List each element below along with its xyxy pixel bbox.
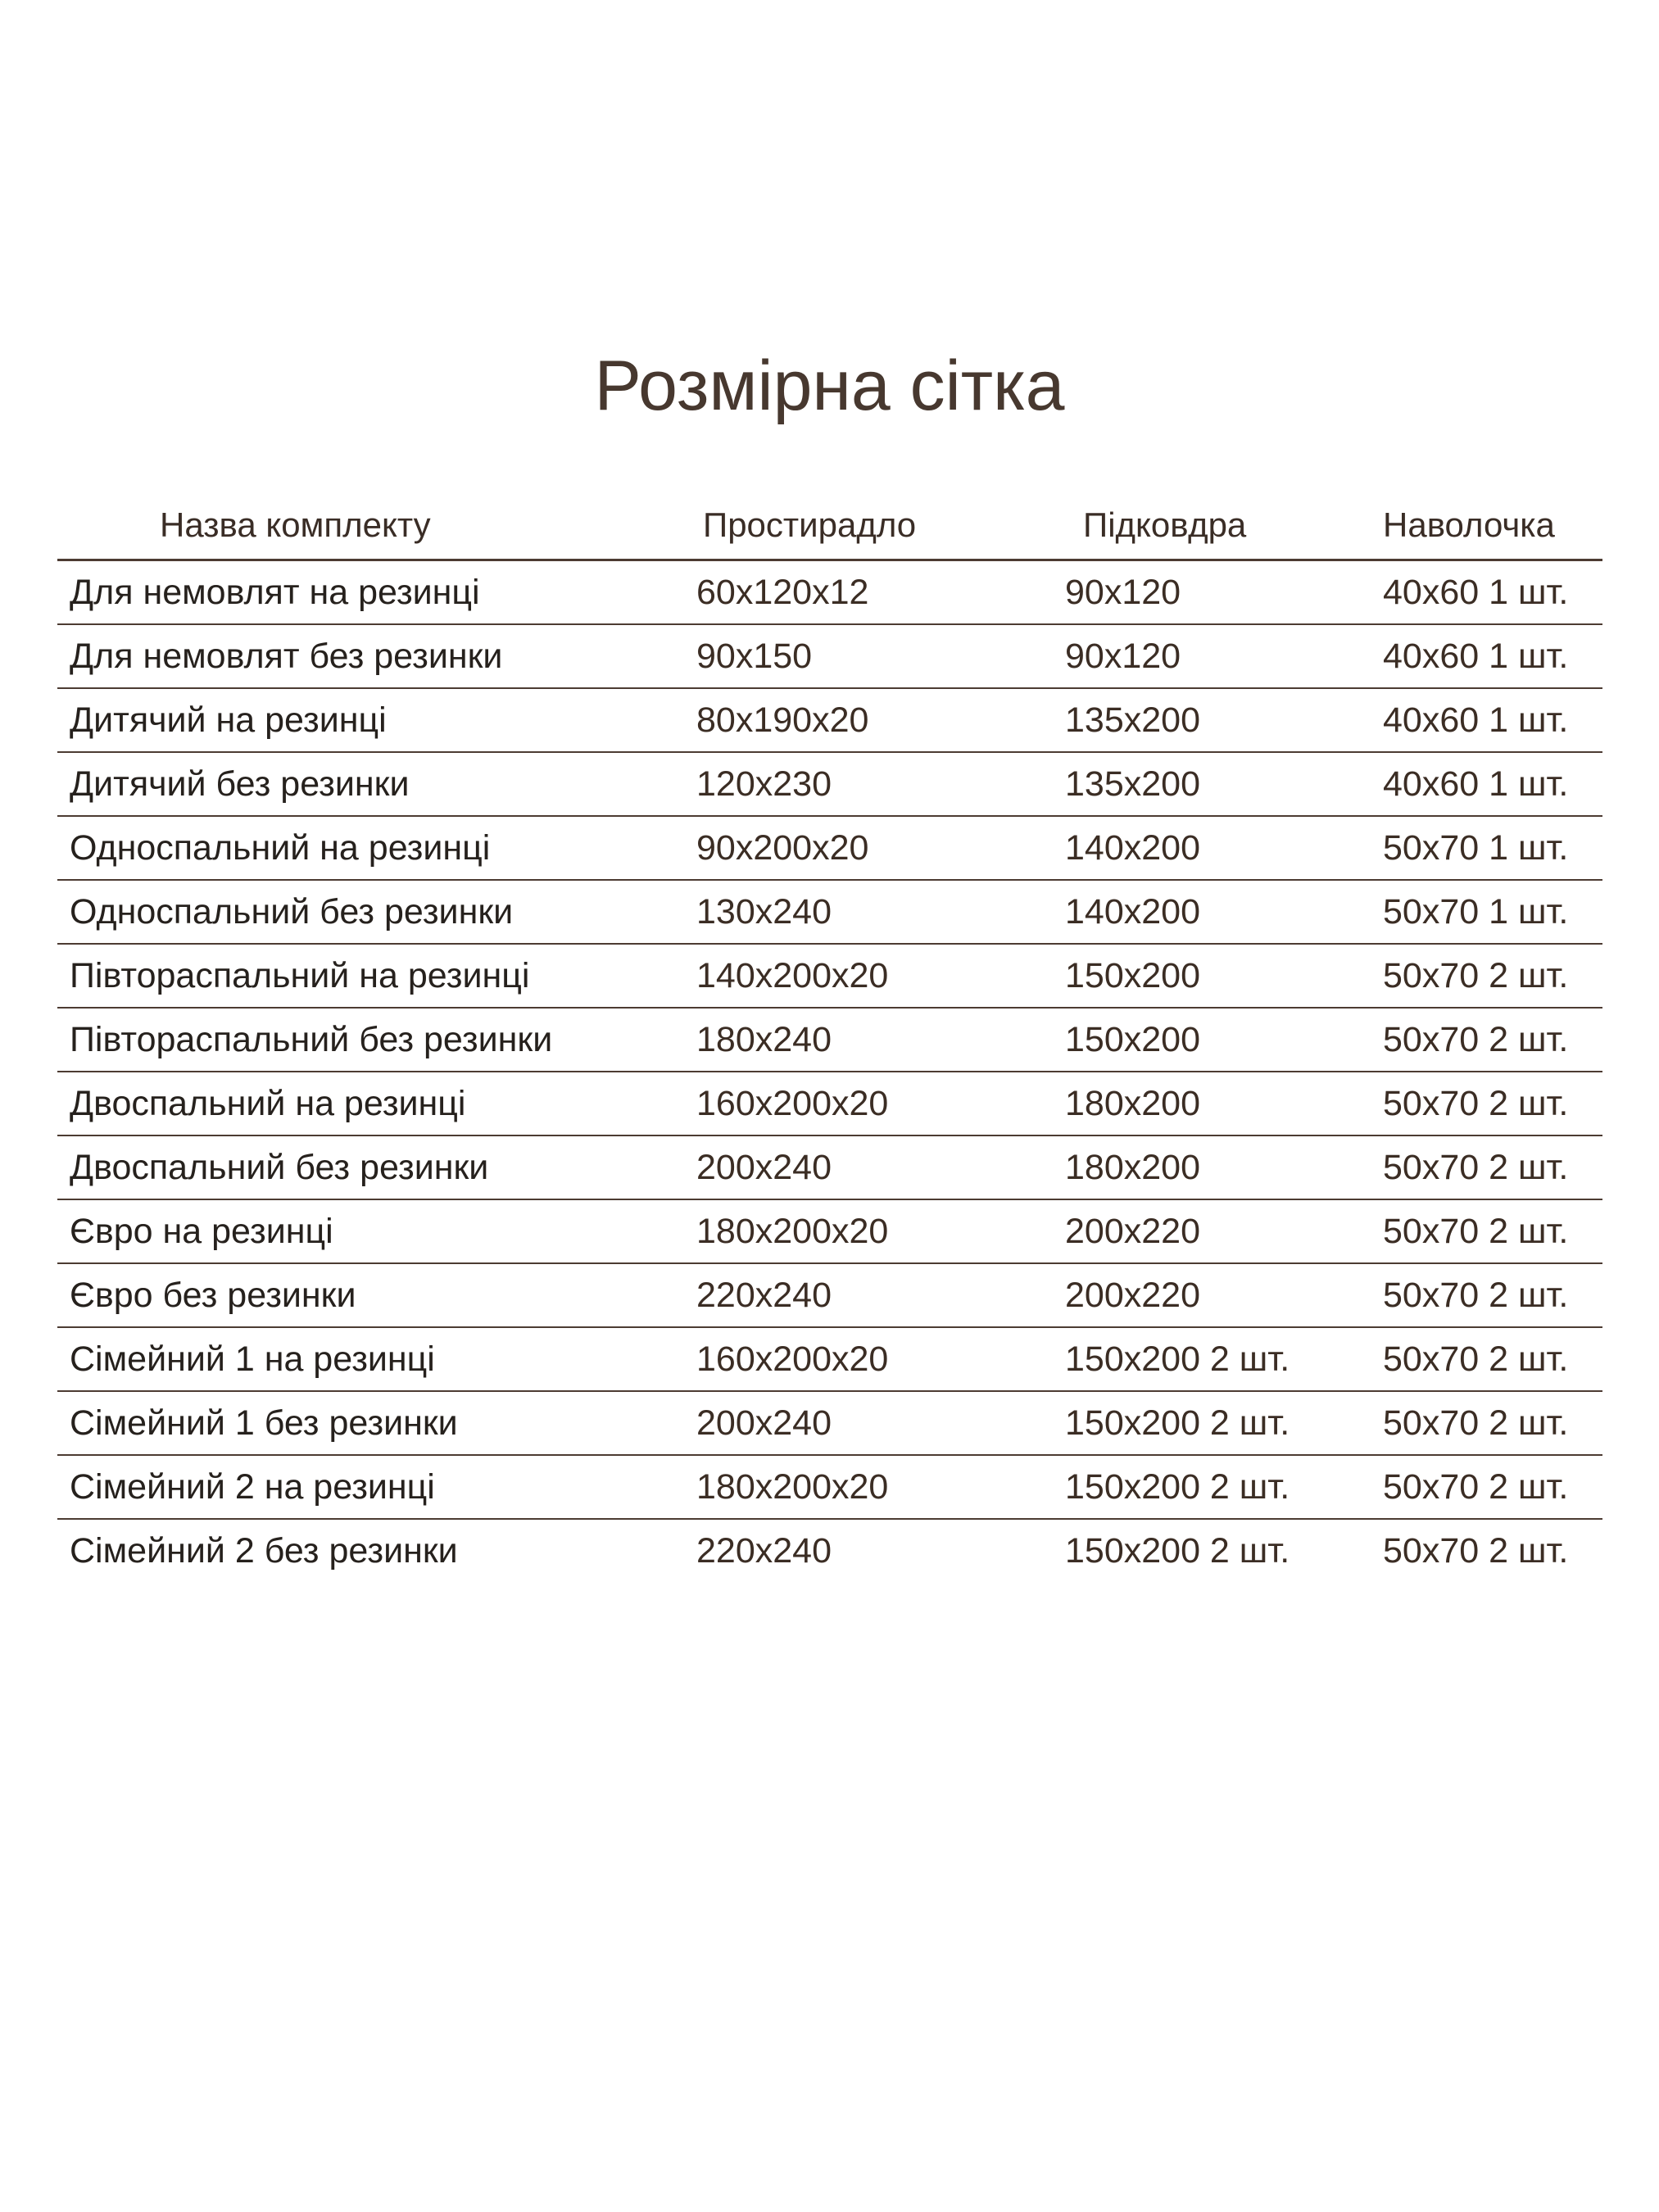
table-row (57, 1328, 1602, 1392)
cell-pillowcase: 50х70 2 шт. (1383, 1530, 1569, 1571)
cell-sheet: 130х240 (696, 891, 832, 931)
table-row (57, 881, 1602, 945)
cell-duvet-cover: 140х200 (1065, 891, 1200, 931)
table-row (57, 625, 1602, 689)
cell-duvet-cover: 150х200 2 шт. (1065, 1530, 1290, 1571)
cell-pillowcase: 50х70 2 шт. (1383, 1339, 1569, 1379)
cell-set-name: Сімейний 2 на резинці (70, 1466, 435, 1507)
cell-set-name: Односпальний без резинки (70, 891, 514, 931)
cell-set-name: Сімейний 2 без резинки (70, 1530, 458, 1571)
cell-set-name: Для немовлят без резинки (70, 636, 503, 676)
cell-pillowcase: 50х70 2 шт. (1383, 955, 1569, 995)
table-row (57, 1009, 1602, 1072)
cell-pillowcase: 50х70 2 шт. (1383, 1019, 1569, 1059)
cell-sheet: 90х150 (696, 636, 813, 676)
cell-pillowcase: 50х70 2 шт. (1383, 1083, 1569, 1123)
cell-sheet: 160х200х20 (696, 1083, 889, 1123)
table-row (57, 1456, 1602, 1520)
cell-pillowcase: 40х60 1 шт. (1383, 764, 1569, 804)
cell-set-name: Дитячий на резинці (70, 700, 387, 740)
cell-set-name: Сімейний 1 на резинці (70, 1339, 435, 1379)
table-body (57, 561, 1602, 1582)
cell-pillowcase: 50х70 2 шт. (1383, 1275, 1569, 1315)
table-row (57, 1136, 1602, 1200)
header-set-name: Назва комплекту (160, 505, 431, 544)
cell-pillowcase: 50х70 2 шт. (1383, 1403, 1569, 1443)
cell-set-name: Сімейний 1 без резинки (70, 1403, 458, 1443)
header-row (57, 492, 1602, 561)
cell-duvet-cover: 180х200 (1065, 1083, 1200, 1123)
table-row (57, 1264, 1602, 1328)
cell-set-name: Двоспальний без резинки (70, 1147, 489, 1187)
cell-pillowcase: 50х70 2 шт. (1383, 1466, 1569, 1507)
cell-sheet: 60х120х12 (696, 572, 869, 612)
page-title: Розмірна сітка (594, 347, 1065, 425)
cell-duvet-cover: 135х200 (1065, 700, 1200, 740)
table-row (57, 1072, 1602, 1136)
cell-pillowcase: 40х60 1 шт. (1383, 572, 1569, 612)
cell-duvet-cover: 200х220 (1065, 1275, 1200, 1315)
cell-sheet: 200х240 (696, 1403, 832, 1443)
cell-pillowcase: 40х60 1 шт. (1383, 636, 1569, 676)
cell-set-name: Для немовлят на резинці (70, 572, 480, 612)
cell-duvet-cover: 150х200 2 шт. (1065, 1339, 1290, 1379)
cell-sheet: 180х200х20 (696, 1211, 889, 1251)
cell-duvet-cover: 140х200 (1065, 827, 1200, 868)
cell-duvet-cover: 90х120 (1065, 572, 1181, 612)
cell-set-name: Дитячий без резинки (70, 764, 410, 804)
cell-sheet: 80х190х20 (696, 700, 869, 740)
cell-sheet: 90х200х20 (696, 827, 869, 868)
cell-pillowcase: 50х70 2 шт. (1383, 1211, 1569, 1251)
header-pillowcase: Наволочка (1383, 505, 1555, 544)
table-row (57, 689, 1602, 753)
cell-set-name: Півтораспальний без резинки (70, 1019, 553, 1059)
header-duvet-cover: Підковдра (1083, 505, 1247, 544)
table-row (57, 1520, 1602, 1582)
table-row (57, 945, 1602, 1009)
cell-set-name: Односпальний на резинці (70, 827, 491, 868)
cell-pillowcase: 40х60 1 шт. (1383, 700, 1569, 740)
cell-duvet-cover: 180х200 (1065, 1147, 1200, 1187)
table-row (57, 1200, 1602, 1264)
cell-duvet-cover: 150х200 (1065, 955, 1200, 995)
cell-pillowcase: 50х70 1 шт. (1383, 891, 1569, 931)
cell-sheet: 120х230 (696, 764, 832, 804)
cell-sheet: 220х240 (696, 1275, 832, 1315)
size-table (57, 492, 1602, 1582)
cell-duvet-cover: 90х120 (1065, 636, 1181, 676)
cell-sheet: 140х200х20 (696, 955, 889, 995)
cell-duvet-cover: 150х200 2 шт. (1065, 1466, 1290, 1507)
cell-sheet: 200х240 (696, 1147, 832, 1187)
cell-sheet: 220х240 (696, 1530, 832, 1571)
table-row (57, 1392, 1602, 1456)
cell-sheet: 180х200х20 (696, 1466, 889, 1507)
table-header (57, 492, 1602, 561)
cell-set-name: Двоспальний на резинці (70, 1083, 466, 1123)
cell-duvet-cover: 150х200 2 шт. (1065, 1403, 1290, 1443)
table-row (57, 561, 1602, 625)
cell-duvet-cover: 200х220 (1065, 1211, 1200, 1251)
cell-set-name: Євро на резинці (70, 1211, 333, 1251)
cell-pillowcase: 50х70 2 шт. (1383, 1147, 1569, 1187)
cell-sheet: 160х200х20 (696, 1339, 889, 1379)
table-row (57, 817, 1602, 881)
cell-sheet: 180х240 (696, 1019, 832, 1059)
cell-set-name: Півтораспальний на резинці (70, 955, 530, 995)
cell-pillowcase: 50х70 1 шт. (1383, 827, 1569, 868)
cell-duvet-cover: 150х200 (1065, 1019, 1200, 1059)
cell-set-name: Євро без резинки (70, 1275, 356, 1315)
header-sheet: Простирадло (703, 505, 917, 544)
cell-duvet-cover: 135х200 (1065, 764, 1200, 804)
table-row (57, 753, 1602, 817)
